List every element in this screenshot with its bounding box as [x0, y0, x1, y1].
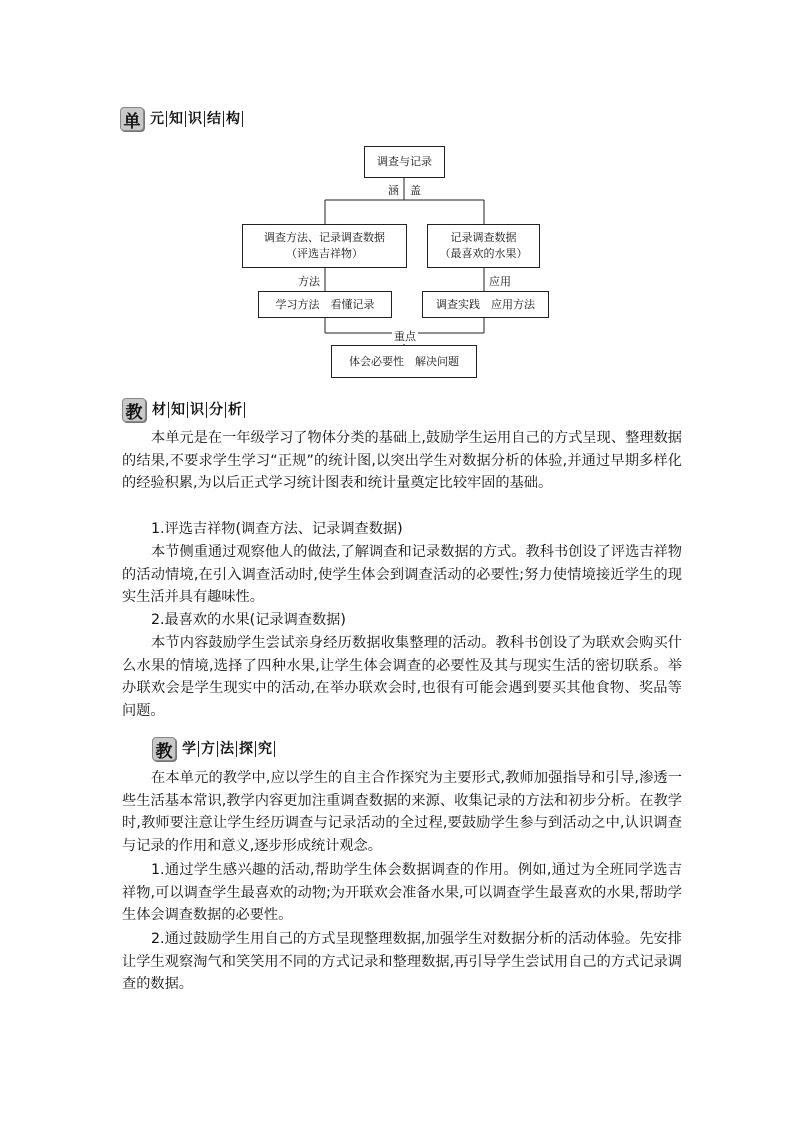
right-edge-label: 应用 — [489, 275, 511, 288]
title-char: 材 — [150, 402, 169, 418]
diagram-left-node — [242, 224, 407, 268]
title-char: 方 — [199, 741, 218, 757]
section-header-methods — [152, 737, 275, 761]
diagram-bottom-node — [331, 345, 477, 378]
title-char: 结 — [205, 111, 224, 127]
title-char: 探 — [237, 741, 256, 757]
title-char: 法 — [218, 741, 237, 757]
section-badge: 教 — [152, 737, 176, 761]
diagram-left-sub-node — [258, 291, 392, 318]
title-char: 分 — [207, 402, 226, 418]
diagram-right-sub-node — [422, 291, 549, 318]
title-char: 知 — [167, 111, 186, 127]
root-node-label: 调查与记录 — [377, 155, 432, 168]
analysis-item1-body: 本节侧重通过观察他人的做法,了解调查和记录数据的方式。教科书创设了评选吉祥物的活动情境,在引入调查活动时,使学生体会到调查活动的必要性;努力使情境接近学生的现实生活并具有趣味性。 — [122, 544, 682, 606]
title-char: 析 — [226, 402, 245, 418]
left-node-line2: （评选吉祥物） — [286, 247, 363, 260]
title-char: 构 — [224, 111, 243, 127]
analysis-item2-heading: 2.最喜欢的水果(记录调查数据) — [151, 612, 346, 628]
title-char: 识 — [188, 402, 207, 418]
section-header-analysis — [122, 398, 245, 422]
methods-point2: 2.通过鼓励学生用自己的方式呈现整理数据,加强学生对数据分析的活动体验。先安排让学生观察淘气和笑笑用不同的方式记录和整理数据,再引导学生尝试用自己的方式记录调查的数据。 — [122, 931, 682, 993]
diagram-root-node — [364, 146, 445, 178]
analysis-intro: 本单元是在一年级学习了物体分类的基础上,鼓励学生运用自己的方式呈现、整理数据的结果,不要求学生学习“正规”的统计图,以突出学生对数据分析的体验,并通过早期多样化的经验积累,为以后正式学习统计图表和统计量奠定比较牢固的基础。 — [122, 430, 682, 492]
title-char: 知 — [169, 402, 188, 418]
left-node-line1: 调查方法、记录调查数据 — [264, 231, 385, 244]
diagram-right-node — [427, 224, 540, 268]
section-badge: 单 — [120, 107, 144, 131]
title-char: 学 — [180, 741, 199, 757]
left-edge-label: 方法 — [298, 275, 320, 288]
root-edge-label: 涵 盖 — [388, 184, 421, 197]
right-node-line2: （最喜欢的水果） — [439, 247, 528, 260]
title-char: 识 — [186, 111, 205, 127]
methods-intro: 在本单元的教学中,应以学生的自主合作探究为主要形式,教师加强指导和引导,渗透一些生活基本常识,教学内容更加注重调查数据的来源、收集记录的方法和初步分析。在教学时,教师要注意让学生经历调查与记录活动的全过程,要鼓励学生参与到活动之中,认识调查与记录的作用和意义,逐步形成统计观念。 — [122, 770, 682, 854]
bottom-node-label: 体会必要性 解决问题 — [349, 354, 459, 368]
title-char: 元 — [148, 111, 167, 127]
left-sub-label: 学习方法 看懂记录 — [275, 297, 375, 311]
analysis-item1-heading: 1.评选吉祥物(调查方法、记录调查数据) — [151, 521, 403, 537]
section-badge: 教 — [122, 398, 146, 422]
section-title — [150, 402, 245, 418]
knowledge-structure-diagram — [0, 0, 794, 390]
merge-edge-label: 重点 — [394, 330, 416, 343]
title-char: 究 — [256, 741, 275, 757]
methods-point1: 1.通过学生感兴趣的活动,帮助学生体会数据调查的作用。例如,通过为全班同学选吉祥物,可以调查学生最喜欢的动物;为开联欢会准备水果,可以调查学生最喜欢的水果,帮助学生体会调查数据的必要性。 — [122, 862, 682, 924]
section-title — [180, 741, 275, 757]
analysis-item2-body: 本节内容鼓励学生尝试亲身经历数据收集整理的活动。教科书创设了为联欢会购买什么水果的情境,选择了四种水果,让学生体会调查的必要性及其与现实生活的密切联系。举办联欢会是学生现实中的活动,在举办联欢会时,也很有可能会遇到要买其他食物、奖品等问题。 — [122, 635, 682, 719]
right-sub-label: 调查实践 应用方法 — [436, 297, 535, 311]
right-node-line1: 记录调查数据 — [450, 231, 517, 244]
